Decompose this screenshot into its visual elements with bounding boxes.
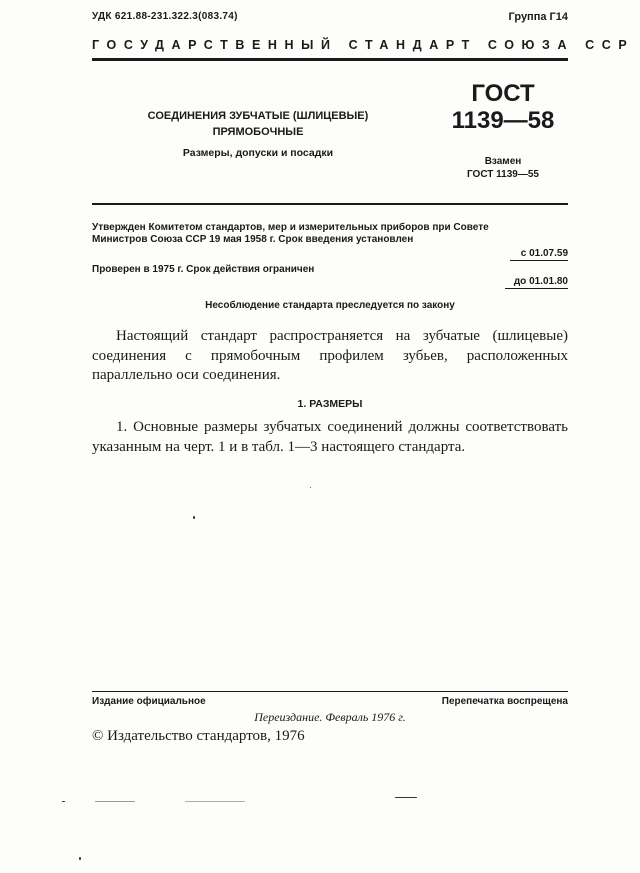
group-code: Группа Г14 [508,11,568,23]
gost-number: 1139—58 [451,107,555,134]
scan-speck [193,516,195,519]
scan-speck [62,801,65,802]
header-rule [92,58,568,61]
official-edition: Издание официальное [92,696,206,707]
udk-code: УДК 621.88-231.322.3(083.74) [92,11,238,22]
approval-line-2: Министров Союза ССР 19 мая 1958 г. Срок введения установлен [92,234,414,245]
effective-date: с 01.07.59 [520,248,568,259]
review-note: Проверен в 1975 г. Срок действия ограничен [92,264,315,275]
paragraph-1: 1. Основные размеры зубчатых соединений должны соответствовать указанным на черт. 1 и в табл. 1—3 настоящего стандарта. [92,419,568,455]
footer-rule [92,691,568,692]
scan-speck [310,487,311,488]
scan-speck [95,801,135,802]
scan-speck [185,801,245,802]
copyright-notice: © Издательство стандартов, 1976 [92,728,305,744]
law-notice: Несоблюдение стандарта преследуется по закону [205,300,455,311]
reprint-forbidden: Перепечатка воспрещена [441,696,568,707]
document-subtitle: Размеры, допуски и посадки [182,147,334,159]
intro-paragraph: Настоящий стандарт распространяется на зубчатые (шлицевые) соединения с прямобочным профилем зубьев, расположенных параллельно оси соединения. [92,328,568,383]
scan-speck [79,857,81,860]
replaces-value: ГОСТ 1139—55 [467,169,539,180]
scan-speck [395,797,417,798]
standard-banner: ГОСУДАРСТВЕННЫЙ СТАНДАРТ СОЮЗА ССР [92,38,635,52]
section-heading: 1. РАЗМЕРЫ [297,398,363,410]
replaces-label: Взамен [484,156,522,167]
effective-date-underline [510,260,568,261]
reprint-info: Переиздание. Февраль 1976 г. [254,710,406,724]
document-title-line1: СОЕДИНЕНИЯ ЗУБЧАТЫЕ (ШЛИЦЕВЫЕ) [147,110,369,122]
gost-label: ГОСТ [471,80,535,107]
document-title-line2: ПРЯМОБОЧНЫЕ [212,126,304,138]
expiry-date: до 01.01.80 [513,276,568,287]
section-rule [92,203,568,205]
approval-line-1: Утвержден Комитетом стандартов, мер и измерительных приборов при Совете [92,222,489,233]
expiry-date-underline [505,288,568,289]
